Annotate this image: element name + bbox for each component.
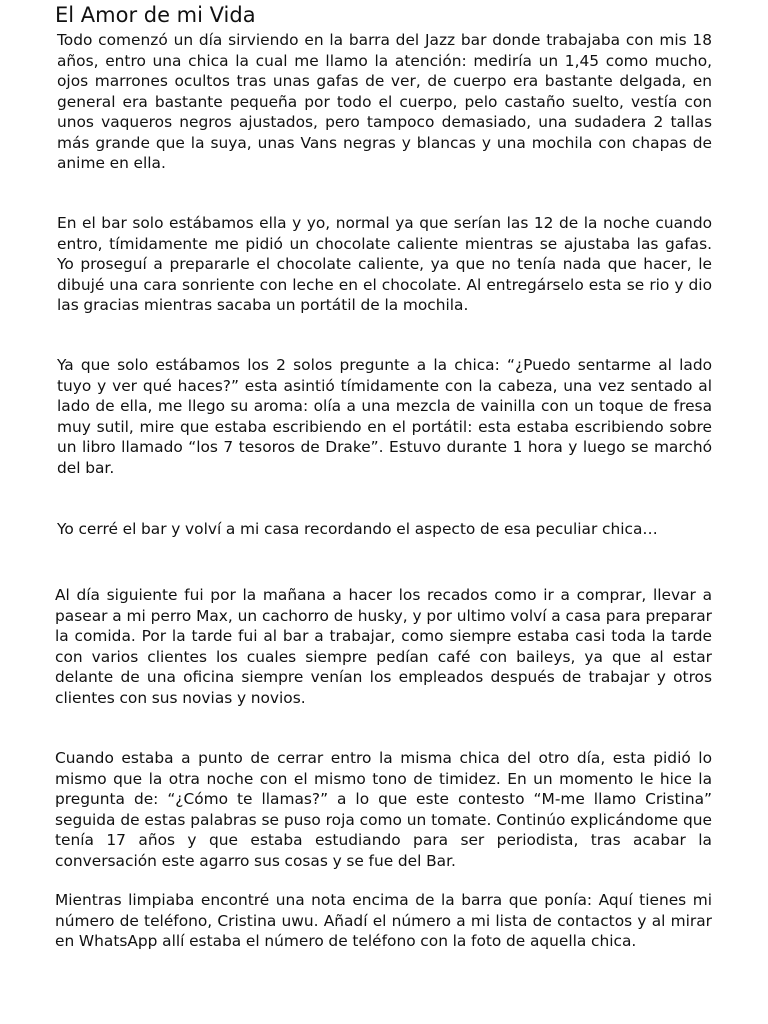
paragraph-3: Ya que solo estábamos los 2 solos pregunte a la chica: “¿Puedo sentarme al lado tuyo y ver qué haces?” esta asintió tímidamente con la cabeza, una vez sentado al lado de ella, me llego su aroma: olía a una mezcla de vainilla con un toque de fresa muy sutil, mire que estaba escribiendo en el portátil: esta estaba escribiendo sobre un libro llamado “los 7 tesoros de Drake”. Estuvo durante 1 hora y luego se marchó del bar. — [57, 356, 712, 477]
paragraph-7: Mientras limpiaba encontré una nota encima de la barra que ponía: Aquí tienes mi número de teléfono, Cristina uwu. Añadí el número a mi lista de contactos y al mirar en WhatsApp allí estaba el número de teléfono con la foto de aquella chica. — [55, 891, 712, 950]
paragraph-6: Cuando estaba a punto de cerrar entro la misma chica del otro día, esta pidió lo mismo que la otra noche con el mismo tono de timidez. En un momento le hice la pregunta de: “¿Cómo te llamas?” a lo que este contesto “M-me llamo Cristina” seguida de estas palabras se puso roja como un tomate. Continúo explicándome que tenía 17 años y que estaba estudiando para ser periodista, tras acabar la conversación este agarro sus cosas y se fue del Bar. — [55, 749, 712, 870]
paragraph-4: Yo cerré el bar y volví a mi casa recordando el aspecto de esa peculiar chica… — [57, 520, 658, 538]
document-title: El Amor de mi Vida — [55, 3, 256, 27]
paragraph-5: Al día siguiente fui por la mañana a hacer los recados como ir a comprar, llevar a pasear a mi perro Max, un cachorro de husky, y por ultimo volví a casa para preparar la comida. Por la tarde fui al bar a trabajar, como siempre estaba casi toda la tarde con varios clientes los cuales siempre pedían café con baileys, ya que al estar delante de una oficina siempre venían los empleados después de trabajar y otros clientes con sus novias y novios. — [55, 586, 712, 707]
paragraph-2: En el bar solo estábamos ella y yo, normal ya que serían las 12 de la noche cuando entro, tímidamente me pidió un chocolate caliente mientras se ajustaba las gafas. Yo proseguí a prepararle el chocolate caliente, ya que no tenía nada que hacer, le dibujé una cara sonriente con leche en el chocolate. Al entregárselo esta se rio y dio las gracias mientras sacaba un portátil de la mochila. — [57, 214, 712, 314]
paragraph-1: Todo comenzó un día sirviendo en la barra del Jazz bar donde trabajaba con mis 18 años, entro una chica la cual me llamo la atención: mediría un 1,45 como mucho, ojos marrones ocultos tras unas gafas de ver, de cuerpo era bastante delgada, en general era bastante pequeña por todo el cuerpo, pelo castaño suelto, vestía con unos vaqueros negros ajustados, pero tampoco demasiado, una sudadera 2 tallas más grande que la suya, unas Vans negras y blancas y una mochila con chapas de anime en ella. — [57, 31, 712, 172]
